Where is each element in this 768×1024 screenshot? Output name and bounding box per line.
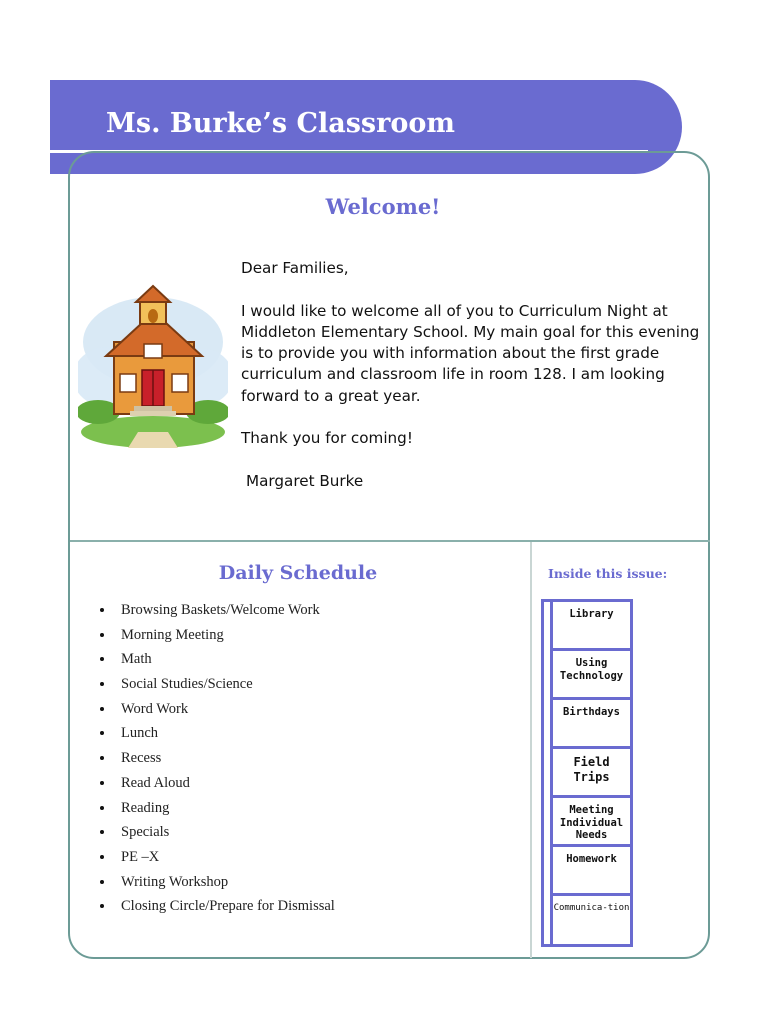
table-of-contents — [541, 599, 633, 947]
schedule-item: Reading — [98, 798, 335, 823]
section-divider — [70, 540, 710, 542]
schedule-item: Closing Circle/Prepare for Dismissal — [98, 896, 335, 921]
toc-item-technology[interactable]: Using Technology — [553, 651, 630, 700]
schedule-list — [98, 600, 335, 921]
column-divider — [530, 542, 532, 958]
schedule-item: Word Work — [98, 699, 335, 724]
schedule-item: Morning Meeting — [98, 625, 335, 650]
schoolhouse-icon — [78, 282, 228, 448]
letter-body: I would like to welcome all of you to Curriculum Night at Middleton Elementary School. My main goal for this evening is to provide you with information about the first grade curriculum and classroom life in room 128. I am looking forward to a great year. — [241, 301, 700, 405]
schedule-item: Math — [98, 649, 335, 674]
welcome-heading: Welcome! — [325, 194, 441, 219]
inside-issue-heading: Inside this issue: — [548, 566, 668, 581]
schedule-item: Specials — [98, 822, 335, 847]
toc-item-communication[interactable]: Communica-tion — [553, 903, 630, 913]
letter-greeting: Dear Families, — [241, 259, 349, 277]
schedule-item: Browsing Baskets/Welcome Work — [98, 600, 335, 625]
welcome-letter — [241, 258, 701, 492]
toc-item-library[interactable]: Library — [553, 602, 630, 651]
schedule-item: Recess — [98, 748, 335, 773]
letter-thanks: Thank you for coming! — [241, 429, 413, 448]
letter-signature: Margaret Burke — [246, 471, 364, 490]
toc-item-birthdays[interactable]: Birthdays — [553, 700, 630, 749]
schedule-item: Lunch — [98, 723, 335, 748]
schedule-item: Social Studies/Science — [98, 674, 335, 699]
schedule-heading: Daily Schedule — [218, 562, 378, 584]
toc-item-individual-needs[interactable]: Meeting Individual Needs — [553, 798, 630, 847]
schedule-item: Writing Workshop — [98, 872, 335, 897]
toc-item-field-trips[interactable]: Field Trips — [553, 749, 630, 798]
toc-gutter — [544, 602, 553, 944]
schedule-item: PE –X — [98, 847, 335, 872]
schedule-item: Read Aloud — [98, 773, 335, 798]
page-title: Ms. Burke’s Classroom — [106, 108, 455, 139]
toc-item-homework[interactable]: Homework — [553, 847, 630, 896]
